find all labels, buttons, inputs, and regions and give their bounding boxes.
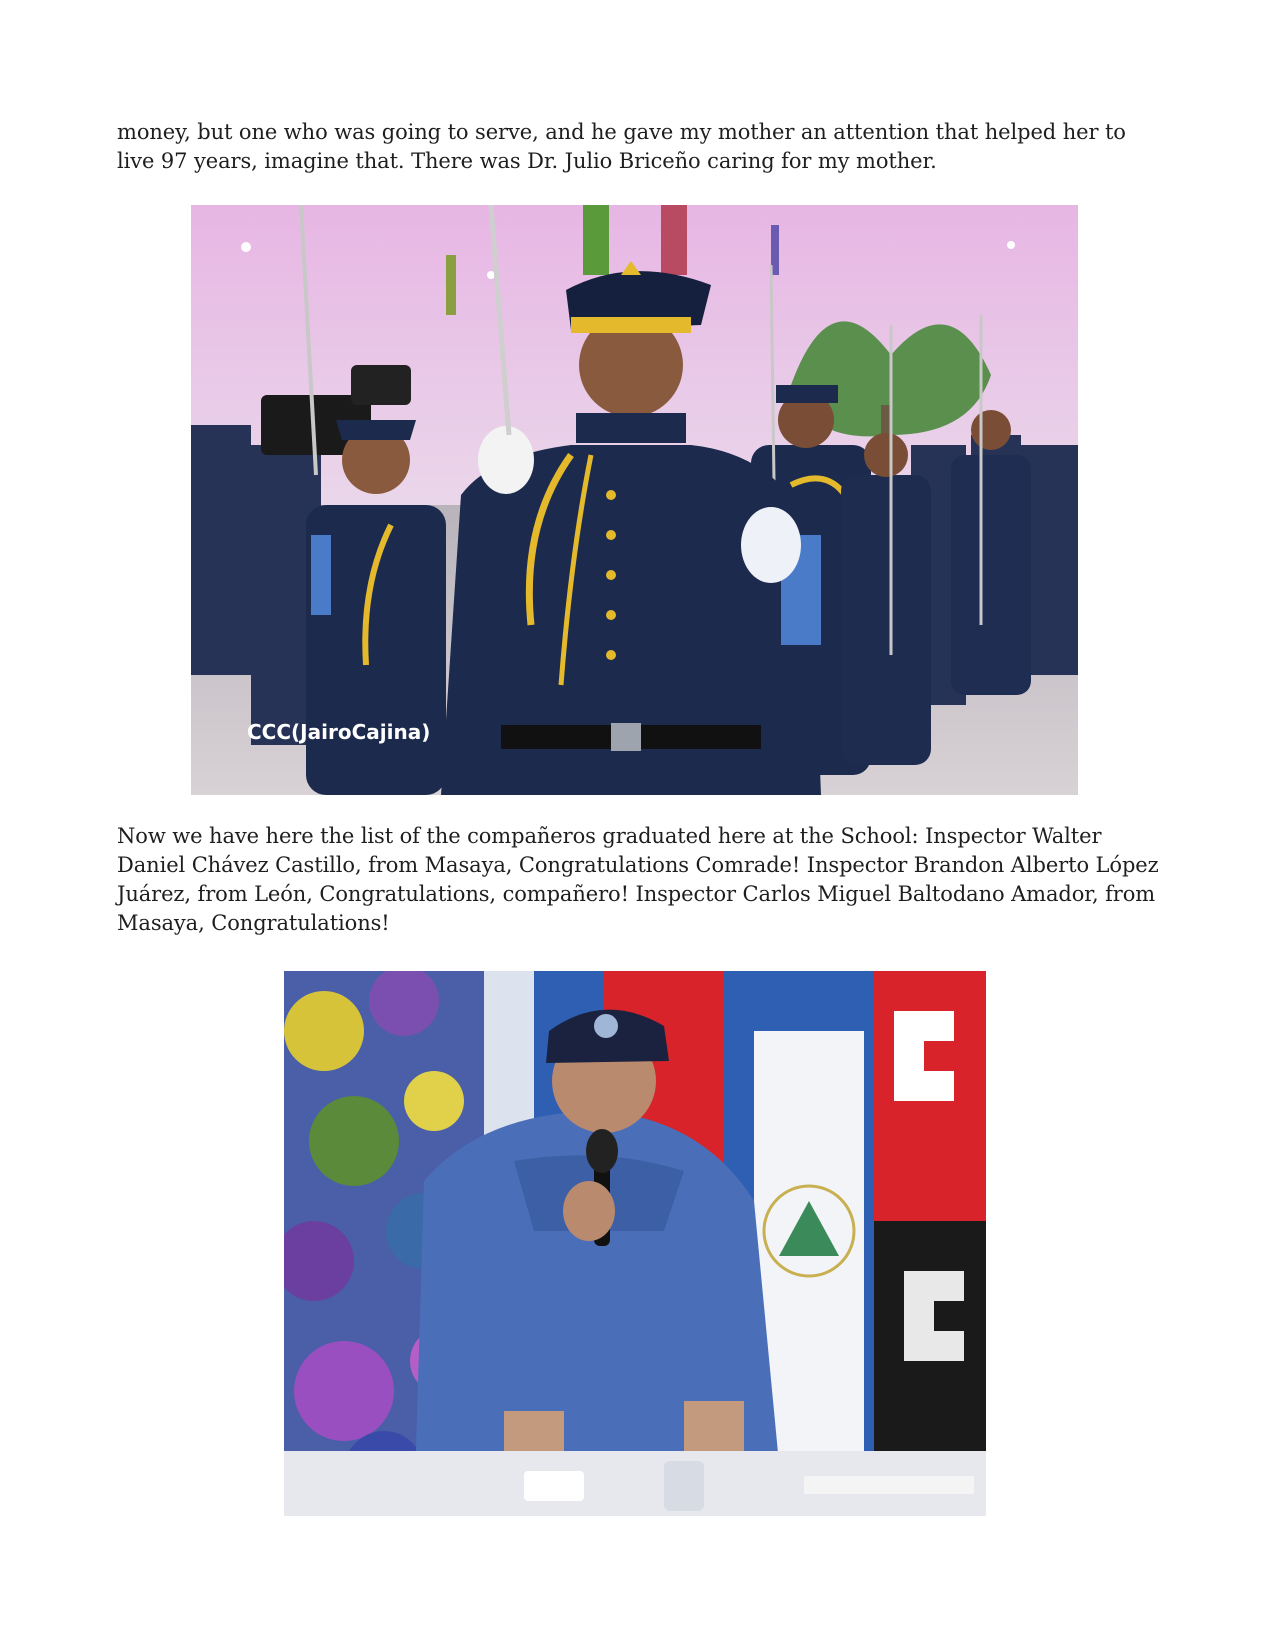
paragraph-graduates: Now we have here the list of the compañeros graduated here at the School: Inspector Walter Daniel Chávez Castillo, from Masaya, Congratulations Comrade! Inspector Brandon Alberto López Juárez, from León, Congratulations, compañero! Inspector Carlos Miguel Baltodano Amador, from Masaya, Congratulations! bbox=[117, 824, 1159, 935]
photo-graduation-ceremony bbox=[191, 205, 1078, 795]
photo-speaker-microphone bbox=[284, 971, 986, 1516]
speaker-illustration bbox=[284, 971, 986, 1516]
photo-credit: CCC(JairoCajina) bbox=[247, 720, 431, 744]
paragraph-intro: money, but one who was going to serve, and he gave my mother an attention that helped her to live 97 years, imagine that. There was Dr. Julio Briceño caring for my mother. bbox=[117, 120, 1126, 173]
ceremony-illustration bbox=[191, 205, 1078, 795]
